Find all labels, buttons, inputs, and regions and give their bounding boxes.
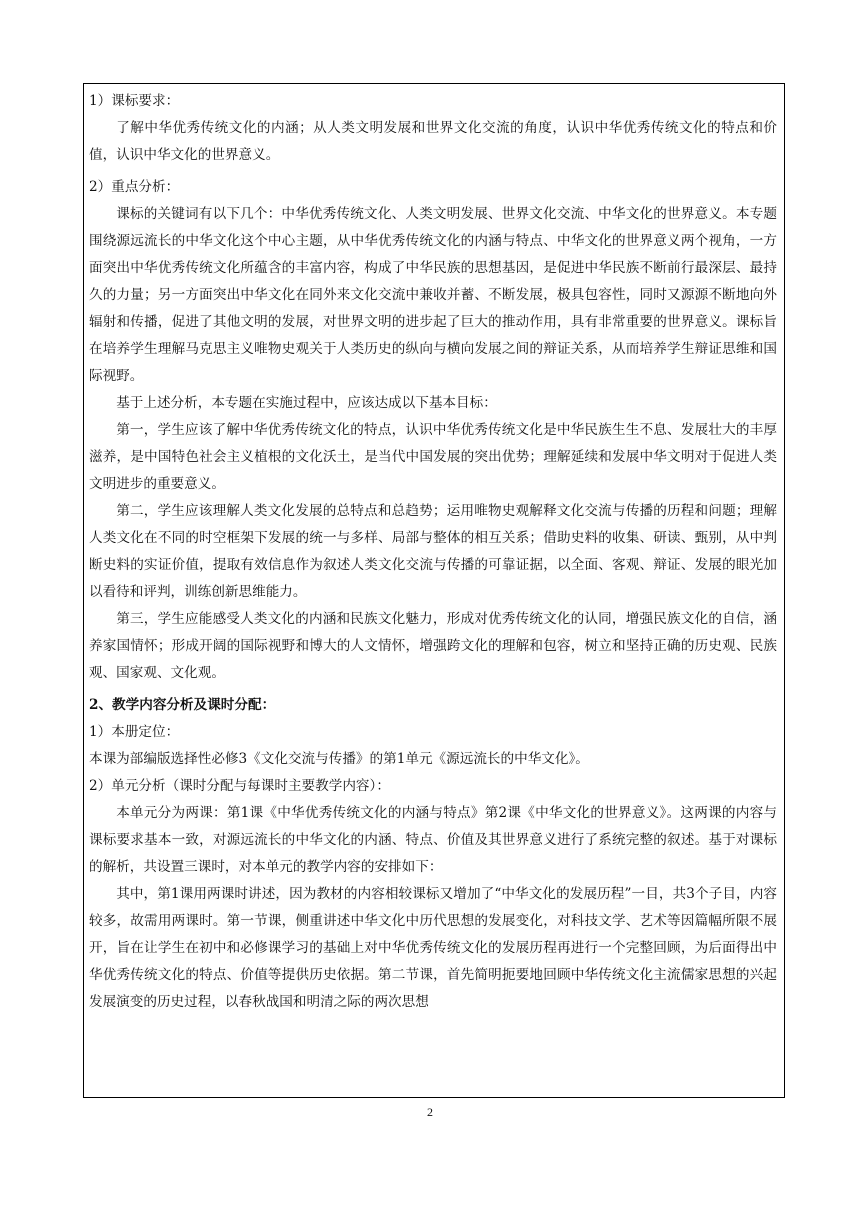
volume-position-text: 本课为部编版选择性必修3《文化交流与传播》的第1单元《源远流长的中华文化》。 <box>89 751 589 767</box>
focus-analysis-paragraph: 第二，学生应该理解人类文化发展的总特点和总趋势；运用唯物史观解释文化交流与传播的历程和问题；理解人类文化在不同的时空框架下发展的统一与多样、局部与整体的相互关系；借助史料的收集、研读、甄别，从中判断史料的实证价值，提取有效信息作为叙述人类文化交流与传播的可靠证据，以全面、客观、辩证、发展的眼光加以看待和评判，训练创新思维能力。 <box>89 503 777 600</box>
volume-position-heading: 1）本册定位： <box>89 724 180 740</box>
focus-analysis-paragraph: 课标的关键词有以下几个：中华优秀传统文化、人类文明发展、世界文化交流、中华文化的世界意义。本专题围绕源远流长的中华文化这个中心主题，从中华优秀传统文化的内涵与特点、中华文化的世界意义两个视角，一方面突出中华优秀传统文化所蕴含的丰富内容，构成了中华民族的思想基因，是促进中华民族不断前行最深层、最持久的力量；另一方面突出中华文化在同外来文化交流中兼收并蓄、不断发展，极具包容性，同时又源源不断地向外辐射和传播，促进了其他文明的发展，对世界文明的进步起了巨大的推动作用，具有非常重要的世界意义。课标旨在培养学生理解马克思主义唯物史观关于人类历史的纵向与横向发展之间的辩证关系，从而培养学生辩证思维和国际视野。 <box>89 206 777 384</box>
unit-analysis-heading: 2）单元分析（课时分配与每课时主要教学内容）： <box>89 778 390 794</box>
unit-analysis-paragraph: 其中，第1课用两课时讲述，因为教材的内容相较课标又增加了“中华文化的发展历程”一目，共3个子目，内容较多，故需用两课时。第一节课，侧重讲述中华文化中历代思想的发展变化，对科技文学、艺术等因篇幅所限不展开，旨在让学生在初中和必修课学习的基础上对中华优秀传统文化的发展历程再进行一个完整回顾，为后面得出中华优秀传统文化的特点、价值等提供历史依据。第二节课，首先简明扼要地回顾中华传统文化主流儒家思想的兴起发展演变的历史过程，以春秋战国和明清之际的两次思想 <box>89 886 777 1010</box>
unit-analysis-paragraph: 本单元分为两课：第1课《中华优秀传统文化的内涵与特点》第2课《中华文化的世界意义》。这两课的内容与课标要求基本一致，对源远流长的中华文化的内涵、特点、价值及其世界意义进行了系统完整的叙述。基于对课标的解析，共设置三课时，对本单元的教学内容的安排如下： <box>89 805 777 875</box>
focus-analysis-heading: 2）重点分析： <box>89 179 180 195</box>
page-number: 2 <box>427 1105 433 1119</box>
section-heading: 2、教学内容分析及课时分配： <box>89 697 276 713</box>
curriculum-requirements-heading: 1）课标要求： <box>89 93 180 109</box>
document-content <box>89 88 777 1016</box>
focus-analysis-paragraph: 第一，学生应该了解中华优秀传统文化的特点，认识中华优秀传统文化是中华民族生生不息、发展壮大的丰厚滋养，是中国特色社会主义植根的文化沃土，是当代中国发展的突出优势；理解延续和发展中华文明对于促进人类文明进步的重要意义。 <box>89 422 777 492</box>
focus-analysis-paragraph: 基于上述分析，本专题在实施过程中，应该达成以下基本目标： <box>116 395 497 411</box>
document-page-frame <box>83 83 785 1098</box>
focus-analysis-paragraph: 第三，学生应能感受人类文化的内涵和民族文化魅力，形成对优秀传统文化的认同，增强民族文化的自信，涵养家国情怀；形成开阔的国际视野和博大的人文情怀，增强跨文化的理解和包容，树立和坚持正确的历史观、民族观、国家观、文化观。 <box>89 611 777 681</box>
curriculum-requirements-text: 了解中华优秀传统文化的内涵；从人类文明发展和世界文化交流的角度，认识中华优秀传统文化的特点和价值，认识中华文化的世界意义。 <box>89 120 777 163</box>
